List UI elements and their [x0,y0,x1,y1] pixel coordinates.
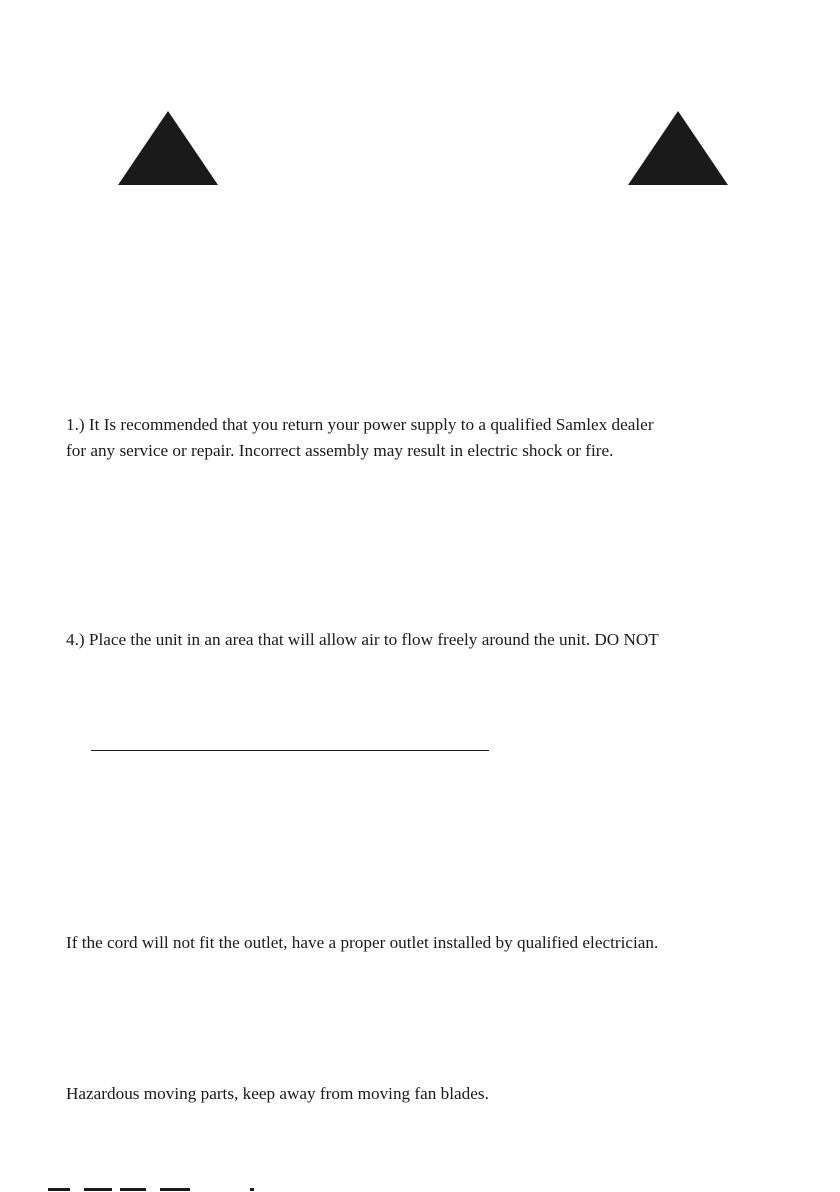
instruction-item-1 [66,412,654,464]
cord-outlet-warning [66,930,658,956]
moving-parts-warning [66,1081,489,1107]
page-bottom-edge-marks [0,1186,840,1192]
instruction-item-4-line-1: 4.) Place the unit in an area that will allow air to flow freely around the unit. DO NOT [66,630,659,649]
underline-rule [91,750,489,751]
warning-triangle-icon [118,111,218,185]
instruction-item-4 [66,627,659,653]
cord-outlet-warning-text: If the cord will not fit the outlet, have a proper outlet installed by qualified electrician. [66,933,659,952]
warning-triangle-icon [628,111,728,185]
moving-parts-warning-text: Hazardous moving parts, keep away from moving fan blades. [66,1084,489,1103]
instruction-item-1-line-2: for any service or repair. Incorrect assembly may result in electric shock or fire. [66,441,614,460]
instruction-item-1-line-1: 1.) It Is recommended that you return your power supply to a qualified Samlex dealer [66,415,654,434]
